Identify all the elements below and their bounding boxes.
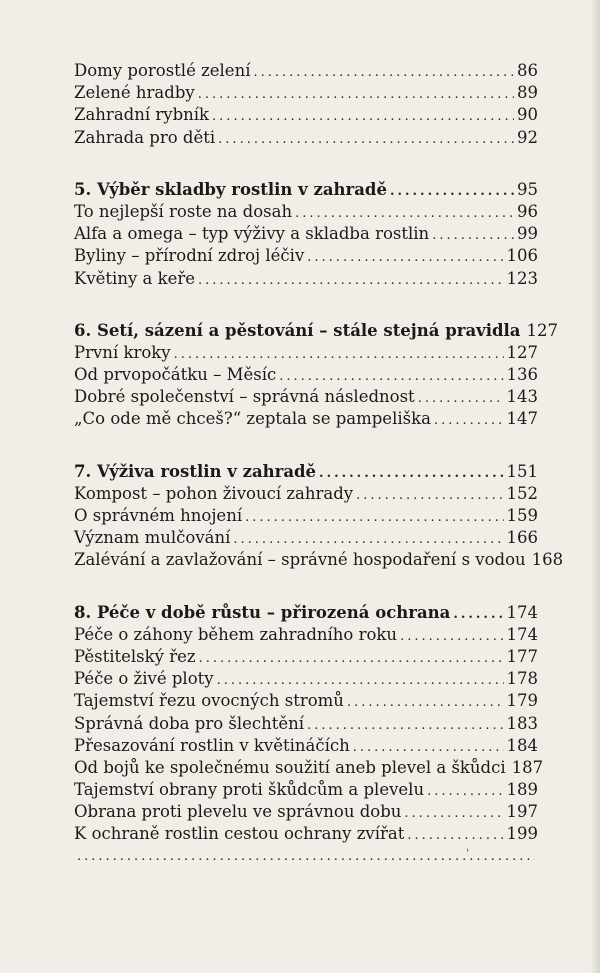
toc-entry-title: Tajemství řezu ovocných stromů	[74, 691, 344, 711]
toc-entry-page: 86	[517, 61, 538, 80]
toc-entry	[74, 127, 538, 149]
toc-section-chapter-7	[74, 461, 564, 572]
toc-entry-page: 152	[506, 483, 538, 503]
dot-leader	[198, 84, 514, 106]
toc-entry-title: Byliny – přírodní zdroj léčiv	[74, 246, 305, 266]
toc-entry	[74, 223, 538, 245]
chapter-heading-page: 127	[526, 320, 558, 340]
toc-entry	[74, 342, 538, 364]
chapter-heading	[74, 320, 558, 342]
dot-leader	[218, 129, 514, 151]
toc-entry-title: Od prvopočátku – Měsíc	[74, 365, 277, 385]
toc-entry	[74, 483, 538, 505]
dot-leader	[199, 648, 504, 670]
toc-entry-page: 159	[506, 506, 538, 525]
toc-entry-page: 174	[506, 624, 538, 644]
toc-entry-title: Tajemství obrany proti škůdcům a plevelu	[74, 780, 425, 800]
toc-entry	[74, 624, 538, 646]
toc-entry-title: Péče o živé ploty	[74, 669, 214, 689]
toc-entry	[74, 505, 538, 527]
toc-entry-title: Alfa a omega – typ výživy a skladba rostlin	[74, 224, 430, 244]
toc-entry	[74, 201, 538, 223]
toc-entry	[74, 364, 538, 386]
chapter-heading	[74, 179, 538, 201]
toc-entry-page: 96	[517, 201, 538, 221]
toc-entry-page: 106	[506, 246, 538, 266]
toc-entry	[74, 779, 538, 801]
toc-entry-title: Zalévání a zavlažování – správné hospodaření s vodou	[74, 550, 526, 570]
toc-entry	[74, 82, 538, 104]
toc-entry-page: 143	[506, 387, 538, 407]
dot-leader	[307, 715, 503, 737]
toc-entry-title: Od bojů ke společnému soužití aneb plevel a škůdci	[74, 757, 506, 777]
toc-entry-title: To nejlepší roste na dosah	[74, 201, 293, 221]
toc-entry-page: 187	[511, 757, 544, 777]
toc-entry-page: 99	[517, 224, 538, 244]
toc-entry-title: Zahradní rybník	[74, 105, 210, 125]
toc-entry	[74, 713, 538, 735]
toc-entry-page: 189	[506, 780, 538, 800]
toc-entry-page: 166	[506, 528, 538, 548]
toc-entry-title: Péče o záhony během zahradního roku	[74, 624, 398, 644]
dot-leader	[307, 247, 503, 269]
toc-entry-page: 197	[506, 802, 538, 822]
chapter-heading-page: 174	[506, 602, 538, 622]
dot-leader	[319, 463, 503, 485]
toc-entry-title: Správná doba pro šlechtění	[74, 713, 305, 733]
dot-leader	[279, 366, 503, 388]
toc-entry-title: „Co ode mě chceš?“ zeptala se pampeliška	[74, 409, 431, 429]
toc-section-chapter-8	[74, 602, 544, 868]
toc-entry	[74, 668, 538, 690]
toc-entry-page: 147	[506, 409, 538, 429]
chapter-heading-title: 7. Výživa rostlin v zahradě	[74, 461, 317, 481]
toc-entry	[74, 690, 538, 712]
chapter-heading-page: 151	[506, 461, 538, 481]
dot-leader	[212, 106, 514, 128]
toc-entry	[74, 823, 538, 845]
chapter-heading-title: 5. Výběr skladby rostlin v zahradě	[74, 179, 387, 199]
dot-leader	[356, 485, 503, 507]
toc-entry-title: Význam mulčování	[74, 528, 231, 548]
toc-entry	[74, 60, 538, 82]
dot-leader	[198, 270, 503, 292]
toc-entry-page: 92	[517, 127, 538, 147]
dot-leader	[418, 388, 504, 410]
chapter-heading	[74, 602, 538, 624]
toc-entry	[74, 801, 538, 823]
toc-entry-page: 168	[531, 550, 564, 570]
toc-entry-page: 179	[506, 691, 538, 711]
toc-entry-title: K ochraně rostlin cestou ochrany zvířat	[74, 824, 405, 844]
chapter-heading-title: 8. Péče v době růstu – přirozená ochrana	[74, 602, 451, 622]
dot-leader	[432, 225, 514, 247]
toc-entry-page: 183	[506, 713, 538, 733]
dot-leader	[400, 626, 503, 648]
dot-leader	[174, 344, 504, 366]
dot-leader	[295, 203, 514, 225]
dot-leader	[427, 781, 503, 803]
toc-section-continued	[74, 60, 538, 149]
toc-entry-title: Zahrada pro děti	[74, 127, 216, 147]
toc-entry-title: Zelené hradby	[74, 83, 195, 103]
toc-entry	[74, 104, 538, 126]
dot-leader	[434, 410, 504, 432]
chapter-heading-title: 6. Setí, sázení a pěstování – stále stejná pravidla	[74, 320, 521, 340]
toc-entry	[74, 757, 544, 779]
scan-speck: '	[464, 845, 473, 861]
toc-entry-title: Květiny a keře	[74, 268, 196, 288]
toc-entry-title: O správném hnojení	[74, 506, 243, 525]
dot-leader	[404, 803, 503, 825]
chapter-heading	[74, 461, 538, 483]
toc-entry-page: 90	[517, 105, 538, 125]
dot-leader	[453, 604, 503, 626]
toc-entry-page: 127	[506, 342, 538, 362]
dot-leader	[245, 507, 503, 529]
dot-leader	[390, 181, 514, 203]
toc-entry-title: Domy porostlé zelení	[74, 61, 251, 80]
dot-leader	[217, 670, 504, 692]
toc-entry-page: 136	[506, 365, 538, 385]
toc-entry	[74, 386, 538, 408]
toc-entry-page: 178	[506, 669, 538, 689]
toc-entry-page: 184	[506, 735, 538, 755]
toc-entry-page: 89	[517, 83, 538, 103]
toc-entry	[74, 549, 564, 571]
dot-leader	[347, 692, 504, 714]
dot-leader	[253, 62, 514, 84]
toc-entry	[74, 245, 538, 267]
toc-entry	[74, 408, 538, 430]
dot-leader	[407, 825, 503, 847]
toc-entry-title: Dobré společenství – správná následnost	[74, 387, 415, 407]
toc-section-chapter-5	[74, 179, 538, 290]
toc-entry-title: Kompost – pohon živoucí zahrady	[74, 483, 354, 503]
toc-entry-title: První kroky	[74, 342, 171, 362]
page-edge-shadow	[590, 0, 600, 973]
toc-entry-title: Obrana proti plevelu ve správnou dobu	[74, 802, 402, 822]
toc-entry-page: 199	[506, 824, 538, 844]
toc-entry-title: Přesazování rostlin v květináčích	[74, 735, 350, 755]
toc-section-chapter-6	[74, 320, 558, 431]
table-of-contents	[74, 60, 564, 898]
dot-leader	[353, 737, 504, 759]
toc-entry	[74, 735, 538, 757]
toc-entry	[74, 268, 538, 290]
dot-leader	[233, 529, 503, 551]
toc-entry	[74, 527, 538, 549]
chapter-heading-page: 95	[517, 179, 538, 199]
toc-entry-page: 177	[506, 646, 538, 666]
toc-entry-title: Pěstitelský řez	[74, 646, 196, 666]
toc-entry	[74, 646, 538, 668]
toc-entry-page: 123	[506, 268, 538, 288]
